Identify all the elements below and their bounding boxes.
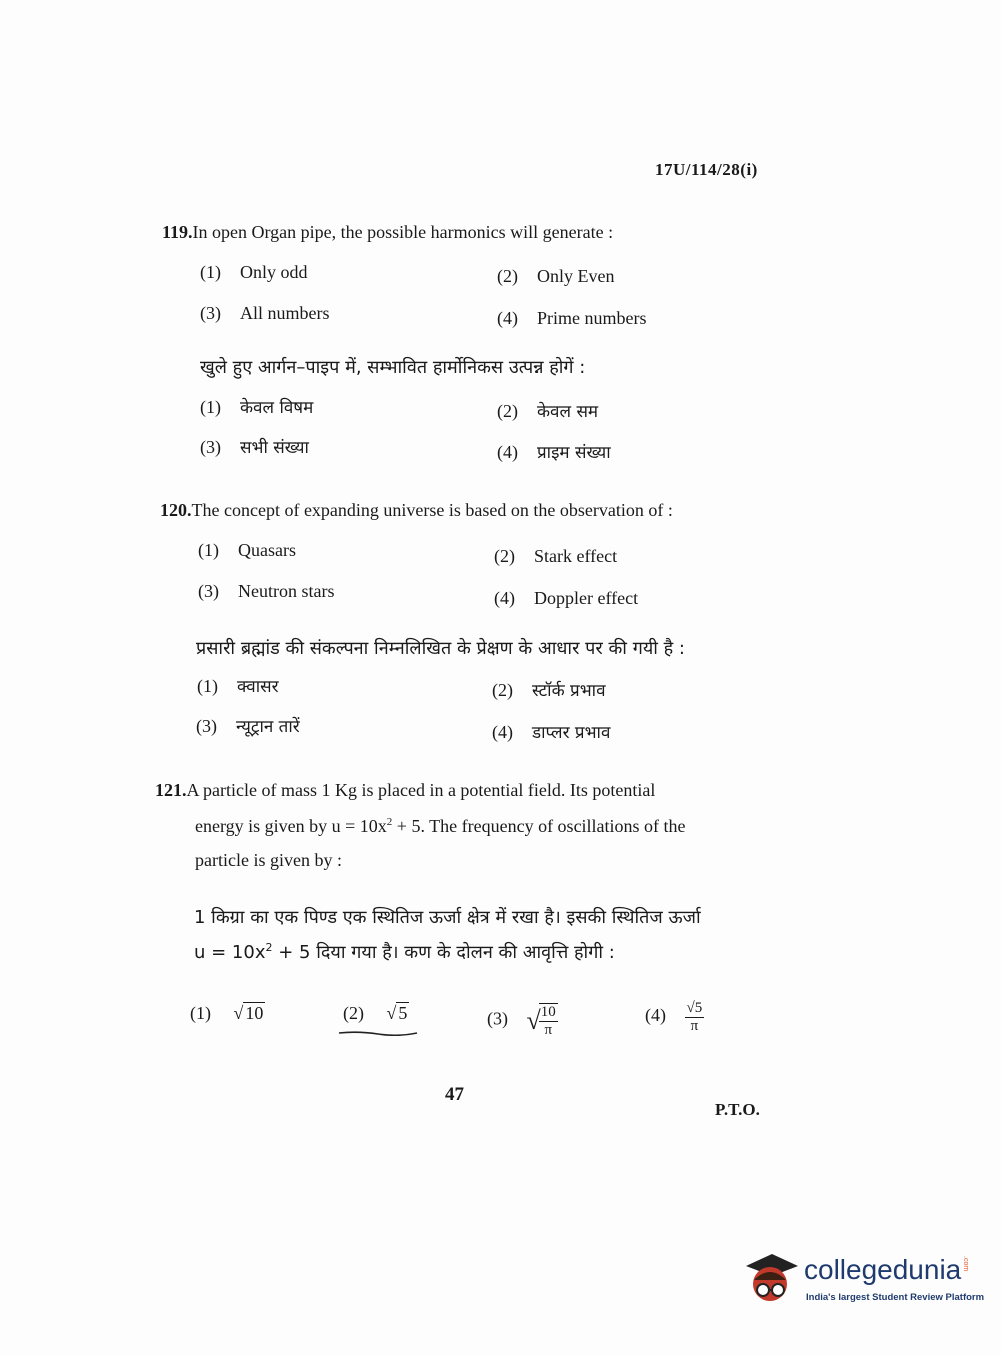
text-part: u = 10x (194, 942, 266, 963)
logo-suffix: .com (962, 1256, 969, 1272)
option-text: केवल विषम (240, 398, 314, 418)
option-text: केवल सम (537, 402, 599, 422)
option-number: (2) (343, 1003, 364, 1023)
option-text: Only odd (240, 262, 308, 282)
question-119 (162, 222, 613, 243)
option-text: Stark effect (534, 546, 618, 566)
fraction (685, 1000, 705, 1034)
q121-option-3 (487, 1003, 558, 1038)
question-number: 119. (162, 222, 193, 242)
q121-option-1 (190, 1003, 265, 1024)
logo-wordmark: collegedunia (804, 1254, 962, 1285)
text-part: + 5 दिया गया है। कण के दोलन की आवृत्ति होगी : (272, 942, 615, 963)
option-text: Only Even (537, 266, 615, 286)
q120-option-4 (494, 588, 638, 609)
option-number: (4) (497, 308, 518, 328)
denominator: π (690, 1017, 699, 1034)
question-120 (160, 500, 673, 521)
option-text: प्राइम संख्या (537, 443, 611, 463)
radicand: 10 (245, 1003, 264, 1023)
question-text-line-1: A particle of mass 1 Kg is placed in a potential field. Its potential (186, 780, 656, 800)
q121-hindi-line-2 (194, 940, 615, 964)
option-number: (2) (492, 680, 513, 700)
q119-option-1 (200, 262, 308, 283)
sqrt-expression: √ 5 (386, 1003, 408, 1023)
option-number: (1) (198, 540, 219, 560)
option-number: (2) (497, 401, 518, 421)
q119-hindi-option-1 (200, 395, 313, 418)
option-number: (3) (200, 303, 221, 323)
q119-hindi-option-3 (200, 435, 309, 458)
question-number: 121. (155, 780, 187, 800)
option-number: (4) (492, 722, 513, 742)
handwritten-underline (338, 1030, 418, 1036)
radicand: 5 (398, 1003, 408, 1023)
fraction (539, 1003, 558, 1038)
option-text: Doppler effect (534, 588, 639, 608)
numerator: √5 (686, 1000, 703, 1016)
radicand: 5 (694, 1000, 703, 1016)
sqrt-expression: √ 10 (233, 1003, 264, 1023)
option-number: (2) (497, 266, 518, 286)
option-text: Quasars (238, 540, 296, 560)
logo-tagline: India's largest Student Review Platform (806, 1292, 985, 1303)
q120-option-3 (198, 581, 334, 602)
option-text: न्यूट्रान तारें (236, 717, 300, 737)
sqrt-sign: √ (526, 1005, 541, 1035)
option-text: सभी संख्या (240, 438, 309, 458)
option-text: क्वासर (237, 677, 279, 697)
option-number: (1) (190, 1003, 211, 1023)
question-121-line-3: particle is given by : (195, 850, 342, 870)
numerator: 10 (540, 1004, 556, 1020)
question-text: In open Organ pipe, the possible harmonics will generate : (192, 222, 614, 242)
q121-option-2 (343, 1003, 409, 1024)
text-part: + 5. The frequency of oscillations of the (392, 816, 686, 836)
text-part: energy is given by u = 10x (195, 816, 387, 836)
q119-hindi-option-2 (497, 399, 598, 422)
option-number: (3) (196, 716, 217, 736)
option-number: (1) (200, 262, 221, 282)
q119-option-2 (497, 266, 614, 287)
option-number: (1) (197, 676, 218, 696)
option-number: (4) (645, 1005, 666, 1026)
option-text: Neutron stars (238, 581, 335, 601)
option-number: (3) (200, 437, 221, 457)
option-text: Prime numbers (537, 308, 647, 328)
q119-hindi-option-4 (497, 440, 611, 463)
option-number: (3) (487, 1008, 508, 1029)
question-text: The concept of expanding universe is based on the observation of : (191, 500, 673, 520)
option-text: डाप्लर प्रभाव (532, 723, 611, 743)
page-number: 47 (445, 1084, 464, 1105)
q121-option-4 (645, 1000, 704, 1034)
q119-option-3 (200, 303, 330, 324)
question-121 (155, 780, 655, 801)
option-text: स्टॉर्क प्रभाव (532, 681, 606, 701)
pto-label: P.T.O. (715, 1100, 760, 1119)
superscript: 2 (386, 816, 393, 828)
q120-hindi-text: प्रसारी ब्रह्मांड की संकल्पना निम्नलिखित के प्रेक्षण के आधार पर की गयी है : (196, 638, 685, 659)
superscript: 2 (265, 941, 273, 954)
q120-option-2 (494, 546, 617, 567)
q119-option-4 (497, 308, 647, 329)
question-121-line-2 (195, 816, 686, 837)
option-number: (3) (198, 581, 219, 601)
q119-hindi-text: खुले हुए आर्गन–पाइप में, सम्भावित हार्मोनिकस उत्पन्न होगें : (200, 357, 586, 378)
q120-hindi-option-4 (492, 720, 610, 743)
q120-hindi-option-1 (197, 674, 279, 697)
q120-hindi-option-2 (492, 678, 606, 701)
q120-option-1 (198, 540, 296, 561)
option-number: (4) (497, 442, 518, 462)
paper-code: 17U/114/28(i) (655, 160, 758, 179)
q121-hindi-line-1: 1 किग्रा का एक पिण्ड एक स्थितिज ऊर्जा क्षेत्र में रखा है। इसकी स्थितिज ऊर्जा (194, 907, 701, 928)
denominator: π (544, 1021, 553, 1038)
mascot-icon (742, 1250, 800, 1308)
option-number: (4) (494, 588, 515, 608)
question-number: 120. (160, 500, 192, 520)
option-number: (1) (200, 397, 221, 417)
q120-hindi-option-3 (196, 714, 300, 737)
option-number: (2) (494, 546, 515, 566)
option-text: All numbers (240, 303, 330, 323)
